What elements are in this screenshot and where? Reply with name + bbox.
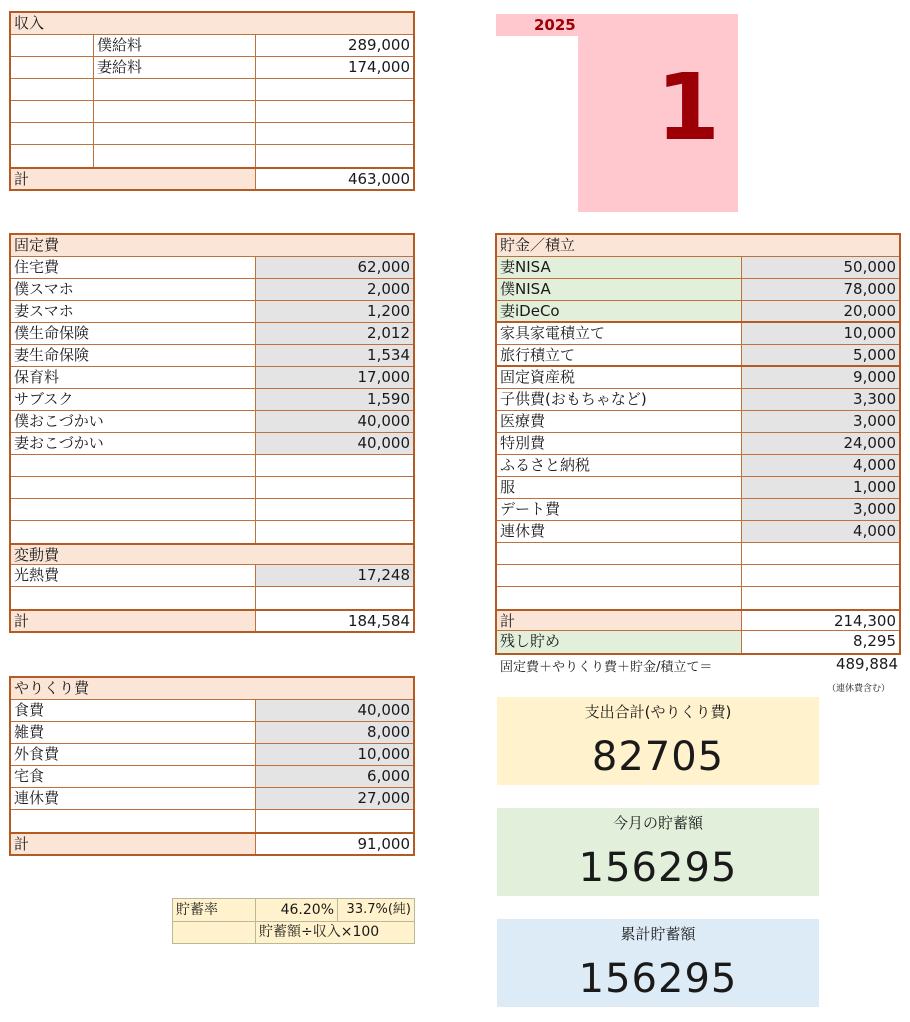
income-item-name: 僕給料 (93, 35, 255, 56)
savings-item-value[interactable]: 1,000 (741, 477, 899, 498)
fixed-item-name (11, 521, 255, 543)
savings-row (497, 323, 899, 345)
savings-title: 貯金／積立 (500, 236, 576, 254)
fixed-item-name: 僕おこづかい (14, 412, 104, 430)
savings-total-label: 計 (497, 611, 741, 630)
savings-item-value[interactable]: 10,000 (741, 323, 899, 344)
savings-item-name: 医療費 (500, 412, 546, 430)
savings-row (497, 565, 899, 587)
fixed-row (11, 323, 413, 345)
month-indicator (496, 14, 738, 212)
savings-item-value[interactable] (741, 587, 899, 609)
fixed-item-name (11, 455, 255, 476)
yarikuri-header (11, 678, 413, 700)
savings-item-name: 特別費 (500, 434, 546, 452)
rate-blank-cell (173, 922, 255, 943)
fixed-item-value[interactable]: 2,000 (255, 279, 413, 300)
savings-item-value[interactable]: 3,000 (741, 499, 899, 520)
income-row (11, 145, 413, 167)
yarikuri-row (11, 700, 413, 722)
savings-item-value[interactable]: 78,000 (741, 279, 899, 300)
spend-total-card (497, 697, 819, 785)
fixed-item-value[interactable]: 1,534 (255, 345, 413, 366)
savings-row (497, 367, 899, 389)
savings-item-name (497, 543, 741, 564)
income-row (11, 57, 413, 79)
fixed-cost-table (9, 233, 415, 633)
cumulative-savings-value: 156295 (578, 956, 738, 1002)
income-row (11, 79, 413, 101)
year-label: 2025 (534, 16, 576, 34)
rate-net-value[interactable]: 33.7%(純) (337, 899, 414, 921)
fixed-item-value[interactable]: 40,000 (255, 433, 413, 454)
savings-item-value[interactable]: 24,000 (741, 433, 899, 454)
savings-row (497, 587, 899, 609)
savings-item-value[interactable] (741, 565, 899, 586)
fixed-item-value[interactable] (255, 521, 413, 543)
variable-header (11, 543, 413, 565)
savings-item-name: ふるさと納税 (500, 456, 591, 474)
fixed-item-value[interactable]: 1,590 (255, 389, 413, 410)
fixed-item-name: 住宅費 (14, 258, 60, 276)
income-item-name: 妻給料 (93, 57, 255, 78)
variable-title: 変動費 (14, 546, 60, 564)
income-item-name (93, 145, 255, 167)
yarikuri-item-name: 食費 (14, 701, 45, 719)
savings-item-value[interactable]: 50,000 (741, 257, 899, 278)
income-item-name (93, 79, 255, 100)
fixed-item-value[interactable]: 40,000 (255, 411, 413, 432)
income-blank-cell (11, 35, 93, 56)
savings-item-name: 子供費(おもちゃなど) (500, 390, 647, 408)
fixed-item-value[interactable] (255, 477, 413, 498)
savings-item-value[interactable]: 3,300 (741, 389, 899, 410)
savings-total-row (497, 609, 899, 631)
income-item-value[interactable]: 174,000 (255, 57, 413, 78)
variable-item-value[interactable] (255, 587, 413, 609)
income-header (11, 13, 413, 35)
month-savings-title: 今月の貯蓄額 (612, 814, 703, 832)
fixed-item-value[interactable]: 2,012 (255, 323, 413, 344)
yarikuri-title: やりくり費 (14, 679, 90, 697)
savings-item-name: 旅行積立て (500, 346, 576, 364)
yarikuri-total-value[interactable]: 91,000 (255, 834, 413, 854)
fixed-header (11, 235, 413, 257)
fixed-item-name: 僕スマホ (14, 280, 74, 298)
savings-row (497, 279, 899, 301)
rate-formula: 貯蓄額÷収入×100 (255, 922, 414, 943)
savings-row (497, 389, 899, 411)
savings-table (495, 233, 901, 655)
savings-remain-label: 残し貯め (497, 631, 741, 653)
savings-row (497, 477, 899, 499)
formula-value: 489,884 (835, 655, 898, 673)
savings-row (497, 499, 899, 521)
income-table (9, 11, 415, 191)
income-total-value[interactable]: 463,000 (255, 169, 413, 189)
yarikuri-item-value[interactable]: 27,000 (255, 788, 413, 809)
fixed-item-name (11, 477, 255, 498)
fixed-total-label: 計 (11, 611, 255, 631)
savings-row (497, 345, 899, 367)
rate-label: 貯蓄率 (173, 899, 255, 921)
yarikuri-item-value[interactable]: 10,000 (255, 744, 413, 765)
yarikuri-row (11, 722, 413, 744)
savings-item-name (497, 587, 741, 609)
yarikuri-total-label: 計 (11, 834, 255, 854)
savings-header (497, 235, 899, 257)
income-item-value[interactable] (255, 101, 413, 122)
savings-item-value[interactable]: 20,000 (741, 301, 899, 321)
spend-total-title: 支出合計(やりくり費) (584, 703, 732, 721)
rate-formula-row (173, 922, 414, 943)
income-blank-cell (11, 123, 93, 144)
savings-row (497, 455, 899, 477)
yarikuri-row (11, 744, 413, 766)
savings-item-value[interactable]: 4,000 (741, 455, 899, 476)
income-blank-cell (11, 101, 93, 122)
fixed-item-name: 妻おこづかい (14, 434, 104, 452)
variable-item-name (11, 587, 255, 609)
income-total-row (11, 167, 413, 189)
savings-item-name: デート費 (500, 500, 561, 518)
fixed-item-name (11, 499, 255, 520)
yarikuri-row (11, 810, 413, 832)
fixed-item-name: 僕生命保険 (14, 324, 90, 342)
savings-item-value[interactable]: 9,000 (741, 367, 899, 388)
yarikuri-row (11, 766, 413, 788)
yarikuri-table (9, 676, 415, 856)
savings-remain-value[interactable]: 8,295 (741, 631, 899, 653)
fixed-row (11, 411, 413, 433)
cumulative-savings-card (497, 919, 819, 1007)
fixed-row (11, 521, 413, 543)
variable-item-value[interactable]: 17,248 (255, 565, 413, 586)
fixed-item-value[interactable]: 62,000 (255, 257, 413, 278)
fixed-row (11, 477, 413, 499)
fixed-total-value[interactable]: 184,584 (255, 611, 413, 631)
month-number: 1 (656, 54, 721, 161)
fixed-title: 固定費 (14, 236, 60, 254)
savings-item-value[interactable]: 4,000 (741, 521, 899, 542)
yarikuri-item-name (11, 810, 255, 832)
fixed-row (11, 345, 413, 367)
yarikuri-item-value[interactable]: 8,000 (255, 722, 413, 743)
savings-row (497, 433, 899, 455)
fixed-row (11, 455, 413, 477)
savings-row (497, 411, 899, 433)
income-row (11, 123, 413, 145)
savings-item-name: 服 (500, 478, 516, 496)
month-savings-value: 156295 (578, 845, 738, 891)
fixed-row (11, 301, 413, 323)
savings-remain-row (497, 631, 899, 653)
yarikuri-item-name: 雑費 (14, 723, 45, 741)
yarikuri-item-name: 連休費 (14, 789, 60, 807)
savings-item-name: 妻iDeCo (497, 301, 741, 321)
income-row (11, 35, 413, 57)
savings-item-name (497, 565, 741, 586)
savings-row (497, 543, 899, 565)
savings-total-value[interactable]: 214,300 (741, 611, 899, 630)
income-blank-cell (11, 79, 93, 100)
variable-item-name: 光熱費 (14, 566, 60, 584)
fixed-item-value[interactable] (255, 455, 413, 476)
yarikuri-item-value[interactable]: 6,000 (255, 766, 413, 787)
fixed-row (11, 279, 413, 301)
fixed-item-value[interactable] (255, 499, 413, 520)
savings-rate-table (172, 898, 415, 944)
variable-row (11, 587, 413, 609)
fixed-row (11, 433, 413, 455)
fixed-row (11, 499, 413, 521)
formula-label: 固定費＋やりくり費＋貯金/積立て＝ (500, 660, 713, 675)
savings-item-value[interactable]: 5,000 (741, 345, 899, 365)
yarikuri-item-name: 外食費 (14, 745, 60, 763)
income-item-value[interactable] (255, 79, 413, 100)
fixed-item-name: 妻スマホ (14, 302, 74, 320)
rate-row (173, 899, 414, 922)
formula-note: （連休費含む） (826, 684, 890, 694)
income-blank-cell (11, 57, 93, 78)
fixed-item-value[interactable]: 17,000 (255, 367, 413, 388)
savings-item-name: 固定資産税 (500, 368, 576, 386)
fixed-item-value[interactable]: 1,200 (255, 301, 413, 322)
income-item-name (93, 101, 255, 122)
spend-total-value: 82705 (591, 734, 725, 780)
income-item-name (93, 123, 255, 144)
fixed-row (11, 257, 413, 279)
variable-row (11, 565, 413, 587)
savings-item-name: 妻NISA (497, 257, 741, 278)
savings-row (497, 521, 899, 543)
yarikuri-item-value[interactable]: 40,000 (255, 700, 413, 721)
rate-value[interactable]: 46.20% (255, 899, 337, 921)
fixed-item-name: 妻生命保険 (14, 346, 90, 364)
savings-row (497, 301, 899, 323)
savings-row (497, 257, 899, 279)
income-title: 収入 (14, 14, 45, 32)
fixed-item-name: 保育料 (14, 368, 60, 386)
income-total-label: 計 (11, 169, 255, 189)
income-item-value[interactable] (255, 145, 413, 167)
savings-item-name: 連休費 (500, 522, 546, 540)
income-row (11, 101, 413, 123)
cumulative-savings-title: 累計貯蓄額 (620, 925, 696, 943)
yarikuri-total-row (11, 832, 413, 854)
yarikuri-item-value[interactable] (255, 810, 413, 832)
income-item-value[interactable]: 289,000 (255, 35, 413, 56)
income-item-value[interactable] (255, 123, 413, 144)
yarikuri-row (11, 788, 413, 810)
month-cutout (496, 36, 578, 212)
savings-item-name: 僕NISA (497, 279, 741, 300)
fixed-item-name: サブスク (14, 390, 74, 408)
fixed-row (11, 389, 413, 411)
fixed-row (11, 367, 413, 389)
yarikuri-item-name: 宅食 (14, 767, 45, 785)
savings-item-name: 家具家電積立て (500, 324, 606, 342)
fixed-total-row (11, 609, 413, 631)
savings-item-value[interactable] (741, 543, 899, 564)
month-savings-card (497, 808, 819, 896)
income-blank-cell (11, 145, 93, 167)
savings-item-value[interactable]: 3,000 (741, 411, 899, 432)
